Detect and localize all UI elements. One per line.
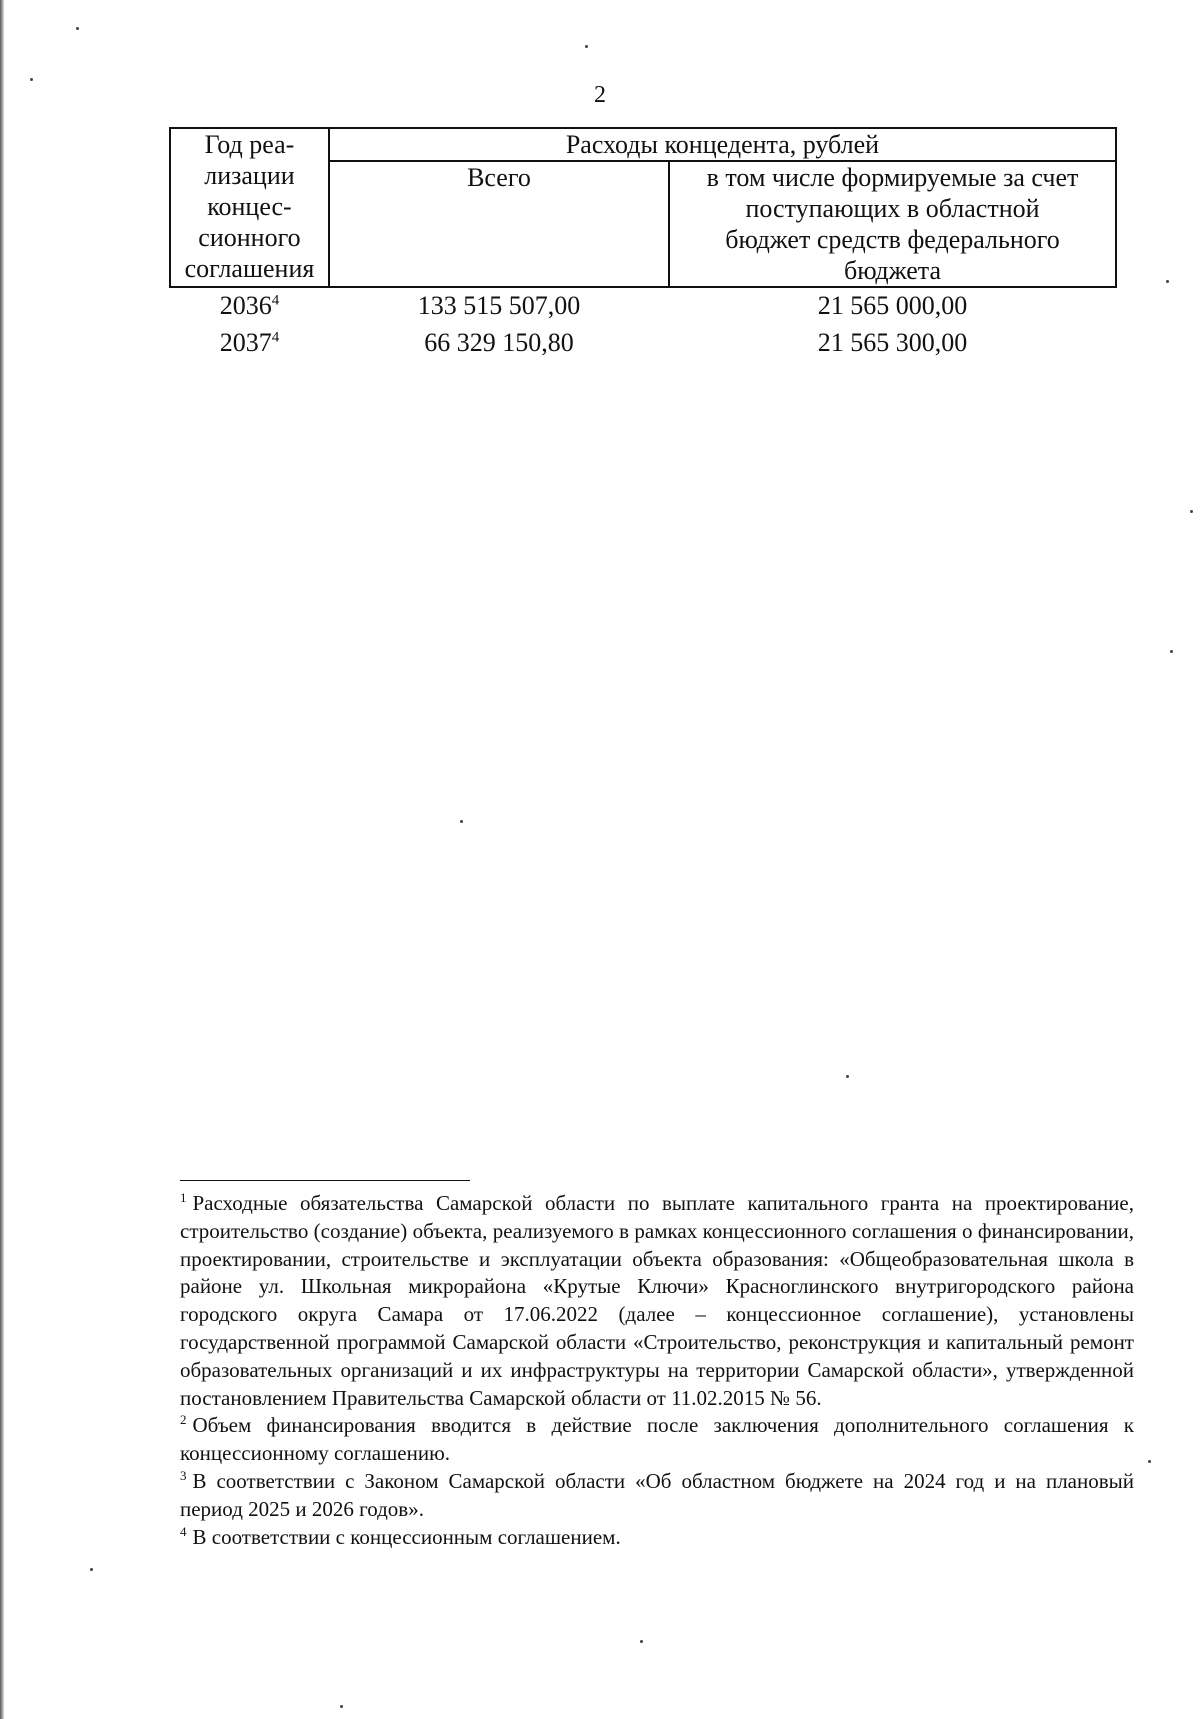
scan-speck [30,78,33,81]
scan-edge [0,0,4,1719]
expenses-table [169,127,1117,362]
cell-federal: 21 565 300,00 [817,328,968,357]
header-total: Всего [329,161,669,287]
footnote-number: 4 [180,1523,187,1539]
cell-total: 133 515 507,00 [417,291,581,320]
cell-year [170,325,329,362]
header-year-line: концес- [207,192,292,221]
footnote [180,1412,1134,1468]
footnote [180,1524,1134,1552]
header-expenses: Расходы концедента, рублей [329,128,1116,161]
footnote-text: Расходные обязательства Самарской области по выплате капитального гранта на проектирование, строительство (создание) объекта, реализуемого в рамках концессионного соглашения о финансировании, проектировании, строительстве и эксплуатации объекта образования: «Общеобразовательная школа в районе ул. Школьная микрорайона «Крутые Ключи» Красноглинского внутригородского района городского округа Самара от 17.06.2022 (далее – концессионное соглашение), установлены государственной программой Самарской области «Строительство, реконструкция и капитальный ремонт образовательных организаций и их инфраструктуры на территории Самарской области», утвержденной постановлением Правительства Самарской области от 11.02.2015 № 56. [180,1191,1134,1410]
footnote-number: 1 [180,1190,187,1205]
scan-speck [90,1568,93,1571]
scan-speck [1148,1460,1151,1463]
footnotes [180,1190,1134,1551]
footnote-separator [180,1180,470,1181]
footnote-number: 3 [180,1467,187,1483]
scan-speck [585,45,588,48]
table-row [170,287,1116,325]
footnote [180,1190,1134,1412]
scan-speck [340,1705,343,1708]
table-row [170,325,1116,362]
header-year-line: лизации [204,161,295,190]
scan-speck [1190,510,1193,513]
footnote-ref: 4 [271,329,280,346]
header-federal [669,161,1116,287]
year-value: 2036 [219,291,272,320]
year-value: 2037 [219,328,272,357]
scan-speck [640,1640,643,1643]
header-year-line: сионного [198,223,301,252]
footnote-ref: 4 [271,292,280,309]
footnote-text: Объем финансирования вводится в действие после заключения дополнительного соглашения к концессионному соглашению. [180,1413,1134,1466]
scan-speck [1166,280,1169,283]
footnote [180,1468,1134,1524]
footnote-text: В соответствии с концессионным соглашением. [192,1524,621,1549]
scan-speck [1170,650,1173,653]
scan-speck [460,820,463,823]
header-federal-line: бюджет средств федерального [725,225,1060,254]
header-federal-line: поступающих в областной [745,194,1040,223]
header-year [170,128,329,287]
cell-year [170,287,329,325]
scan-speck [76,27,79,30]
scan-speck [846,1075,849,1078]
header-year-line: Год реа- [204,130,295,159]
footnote-number: 2 [180,1412,187,1428]
page-number: 2 [594,82,606,108]
footnote-text: В соответствии с Законом Самарской области «Об областном бюджете на 2024 год и на плановый период 2025 и 2026 годов». [180,1468,1134,1521]
cell-total: 66 329 150,80 [424,328,574,357]
header-federal-line: бюджета [844,256,941,285]
cell-federal: 21 565 000,00 [817,291,968,320]
header-federal-line: в том числе формируемые за счет [706,163,1079,192]
header-year-line: соглашения [184,254,315,283]
